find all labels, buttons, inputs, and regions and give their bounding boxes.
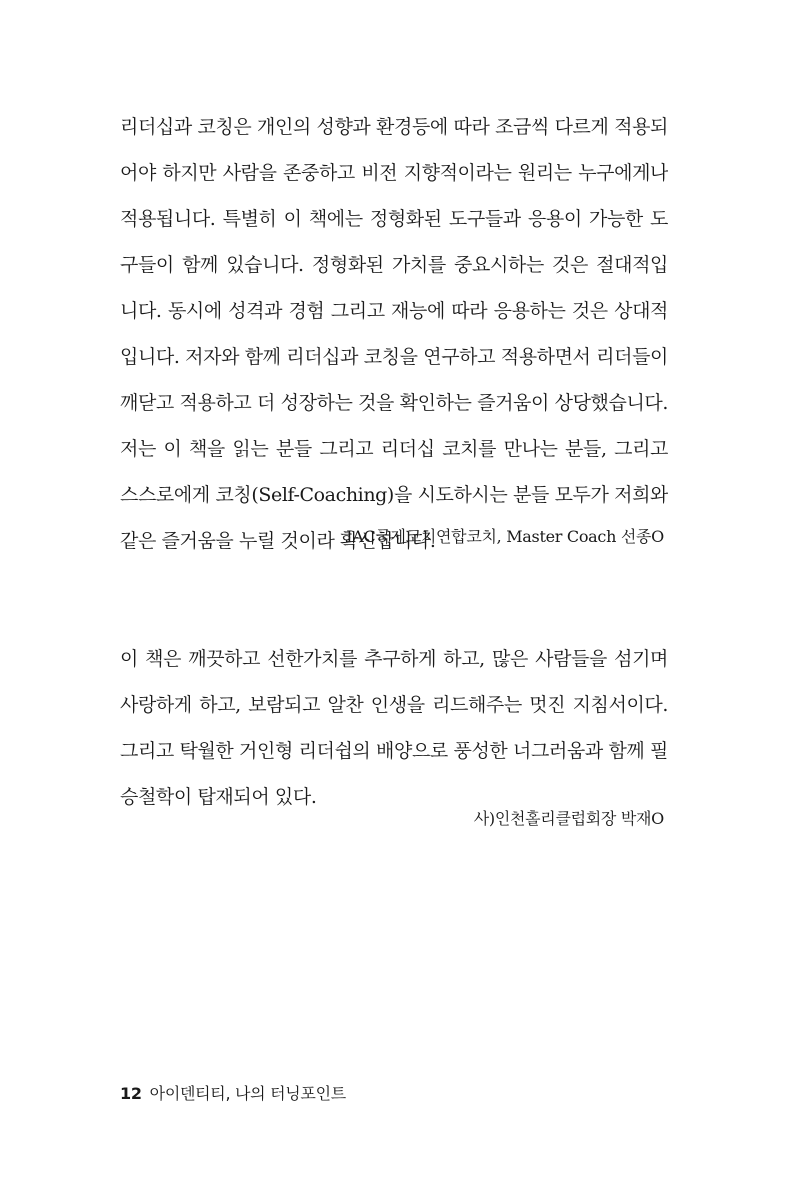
endorsement-paragraph-2 bbox=[120, 636, 668, 820]
paragraph-line: 리더십과 코칭은 개인의 성향과 환경등에 따라 조금씩 다르게 적용되 bbox=[120, 116, 668, 138]
page-footer bbox=[120, 1081, 346, 1104]
book-title: 아이덴티티, 나의 터닝포인트 bbox=[149, 1084, 346, 1103]
endorsement-paragraph-1 bbox=[120, 104, 668, 564]
endorser-signature-1: IAC국제코치연합코치, Master Coach 선종O bbox=[346, 527, 664, 546]
paragraph-line: 승철학이 탑재되어 있다. bbox=[120, 786, 317, 808]
paragraph-line: 같은 즐거움을 누릴 것이라 확신합니다. bbox=[120, 530, 436, 552]
paragraph-line: 니다. 동시에 성격과 경험 그리고 재능에 따라 응용하는 것은 상대적 bbox=[120, 300, 668, 322]
paragraph-line: 그리고 탁월한 거인형 리더쉽의 배양으로 풍성한 너그러움과 함께 필 bbox=[120, 740, 668, 762]
paragraph-line: 어야 하지만 사람을 존중하고 비전 지향적이라는 원리는 누구에게나 bbox=[120, 162, 668, 184]
paragraph-line: 구들이 함께 있습니다. 정형화된 가치를 중요시하는 것은 절대적입 bbox=[120, 254, 668, 276]
page-number: 12 bbox=[120, 1084, 142, 1103]
paragraph-line: 적용됩니다. 특별히 이 책에는 정형화된 도구들과 응용이 가능한 도 bbox=[120, 208, 668, 230]
paragraph-line: 이 책은 깨끗하고 선한가치를 추구하게 하고, 많은 사람들을 섬기며 bbox=[120, 648, 668, 670]
paragraph-line: 깨닫고 적용하고 더 성장하는 것을 확인하는 즐거움이 상당했습니다. bbox=[120, 392, 668, 414]
paragraph-line: 입니다. 저자와 함께 리더십과 코칭을 연구하고 적용하면서 리더들이 bbox=[120, 346, 668, 368]
paragraph-line: 저는 이 책을 읽는 분들 그리고 리더십 코치를 만나는 분들, 그리고 bbox=[120, 438, 668, 460]
paragraph-line: 스스로에게 코칭(Self-Coaching)을 시도하시는 분들 모두가 저희와 bbox=[120, 484, 668, 506]
endorser-signature-2: 사)인천홀리클럽회장 박재O bbox=[473, 809, 664, 828]
paragraph-line: 사랑하게 하고, 보람되고 알찬 인생을 리드해주는 멋진 지침서이다. bbox=[120, 694, 668, 716]
